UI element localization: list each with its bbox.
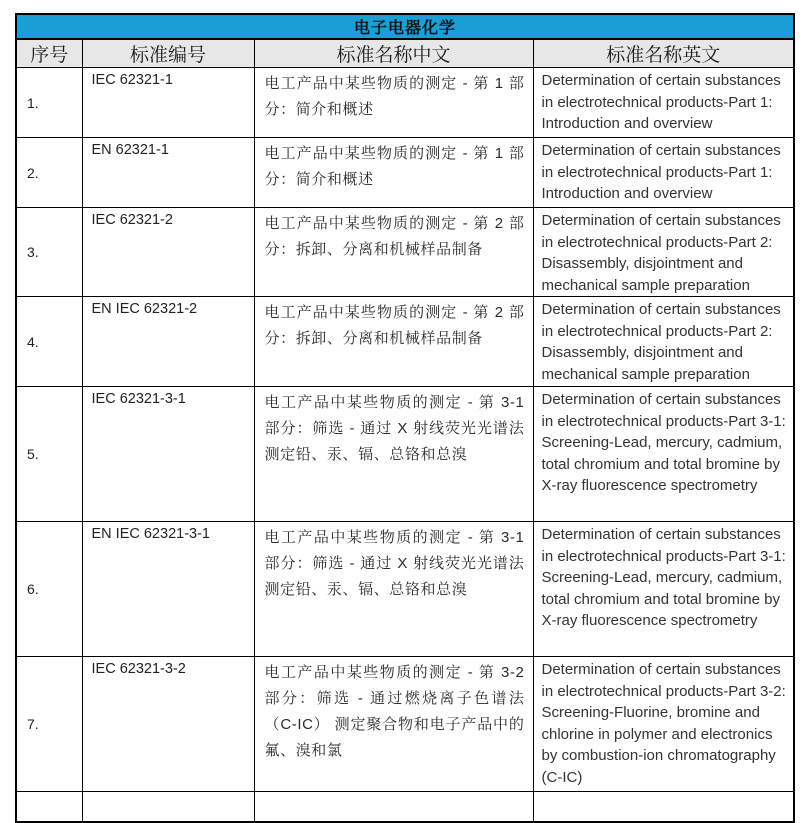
standard-name-cn-cell: 电工产品中某些物质的测定 - 第 3-2 部分：筛选 - 通过燃烧离子色谱法（C-IC） 测定聚合物和电子产品中的氟、溴和氯 <box>254 657 533 792</box>
standard-name-cn-cell: 电工产品中某些物质的测定 - 第 1 部分：简介和概述 <box>254 138 533 208</box>
table-row <box>16 138 794 208</box>
column-header-name-cn: 标准名称中文 <box>254 39 533 68</box>
standard-name-cn-cell: 电工产品中某些物质的测定 - 第 3-1 部分：筛选 - 通过 X 射线荧光光谱法测定铅、汞、镉、总铬和总溴 <box>254 522 533 657</box>
category-title-bar: 电子电器化学 <box>16 14 794 39</box>
standard-name-cn-cell: 电工产品中某些物质的测定 - 第 1 部分：简介和概述 <box>254 68 533 138</box>
standard-name-en-cell: Determination of certain substances in electrotechnical products-Part 1: Introduction and overview <box>533 138 794 208</box>
standard-name-cn-cell: 电工产品中某些物质的测定 - 第 2 部分：拆卸、分离和机械样品制备 <box>254 297 533 387</box>
row-number-cell: 7. <box>16 657 82 792</box>
standard-name-cn-cell: 电工产品中某些物质的测定 - 第 2 部分：拆卸、分离和机械样品制备 <box>254 208 533 297</box>
standard-name-cn-cell <box>254 792 533 822</box>
standard-code-cell <box>82 792 254 822</box>
standard-name-en-cell: Determination of certain substances in electrotechnical products-Part 1: Introduction and overview <box>533 68 794 138</box>
category-title-row <box>16 14 794 39</box>
row-number-cell: 1. <box>16 68 82 138</box>
standard-name-en-cell: Determination of certain substances in electrotechnical products-Part 2: Disassembly, disjointment and mechanical sample preparation <box>533 208 794 297</box>
row-number-cell: 6. <box>16 522 82 657</box>
standard-code-cell: EN IEC 62321-2 <box>82 297 254 387</box>
table-row <box>16 208 794 297</box>
standard-code-cell: IEC 62321-3-2 <box>82 657 254 792</box>
standard-code-cell: EN 62321-1 <box>82 138 254 208</box>
standard-code-cell: IEC 62321-1 <box>82 68 254 138</box>
row-number-cell: 5. <box>16 387 82 522</box>
standard-code-cell: IEC 62321-3-1 <box>82 387 254 522</box>
standard-code-cell: EN IEC 62321-3-1 <box>82 522 254 657</box>
column-header-index: 序号 <box>16 39 82 68</box>
standard-name-en-cell: Determination of certain substances in electrotechnical products-Part 2: Disassembly, disjointment and mechanical sample preparation <box>533 297 794 387</box>
table-row-partial <box>16 792 794 822</box>
column-header-name-en: 标准名称英文 <box>533 39 794 68</box>
table-row <box>16 387 794 522</box>
table-row <box>16 297 794 387</box>
standard-name-en-cell: Determination of certain substances in electrotechnical products-Part 3-2: Screening-Fluorine, bromine and chlorine in polymer and electronics by combustion-ion chromatography (C-IC) <box>533 657 794 792</box>
row-number-cell <box>16 792 82 822</box>
row-number-cell: 4. <box>16 297 82 387</box>
table-row <box>16 522 794 657</box>
standard-name-en-cell: Determination of certain substances in electrotechnical products-Part 3-1: Screening-Lead, mercury, cadmium, total chromium and total bromine by X-ray fluorescence spectrometry <box>533 522 794 657</box>
standards-sheet <box>15 13 795 823</box>
standard-code-cell: IEC 62321-2 <box>82 208 254 297</box>
standard-name-cn-cell: 电工产品中某些物质的测定 - 第 3-1 部分：筛选 - 通过 X 射线荧光光谱法测定铅、汞、镉、总铬和总溴 <box>254 387 533 522</box>
table-row <box>16 68 794 138</box>
standard-name-en-cell <box>533 792 794 822</box>
column-header-code: 标准编号 <box>82 39 254 68</box>
table-row <box>16 657 794 792</box>
standards-table <box>15 13 795 823</box>
standard-name-en-cell: Determination of certain substances in electrotechnical products-Part 3-1: Screening-Lead, mercury, cadmium, total chromium and total bromine by X-ray fluorescence spectrometry <box>533 387 794 522</box>
row-number-cell: 2. <box>16 138 82 208</box>
row-number-cell: 3. <box>16 208 82 297</box>
column-header-row <box>16 39 794 68</box>
